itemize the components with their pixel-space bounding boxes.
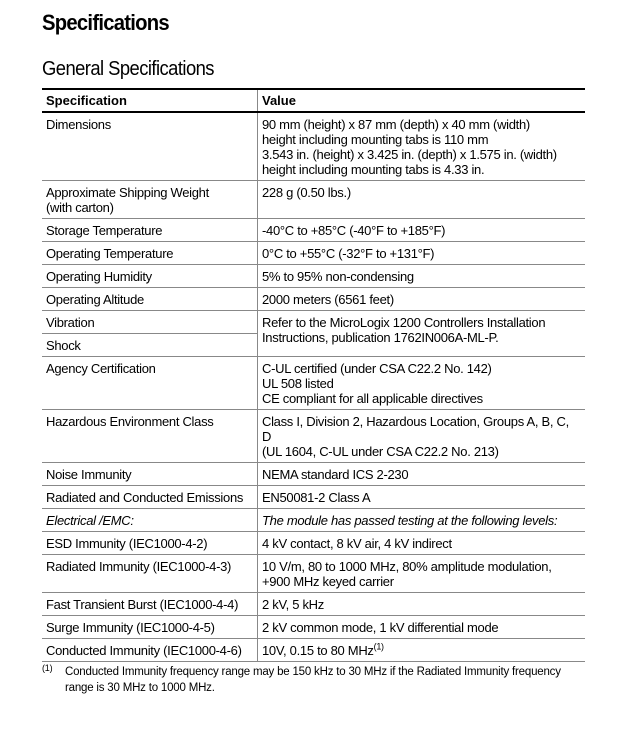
table-row — [42, 288, 585, 311]
spec-name: Storage Temperature — [46, 223, 163, 238]
table-row — [42, 509, 585, 532]
spec-name: Surge Immunity (IEC1000-4-5) — [46, 620, 215, 635]
footnote-marker: (1) — [42, 663, 53, 673]
spec-value-text: 10V, 0.15 to 80 MHz — [262, 643, 374, 658]
table-header-row — [42, 89, 585, 112]
table-row — [42, 311, 585, 334]
table-row — [42, 410, 585, 463]
spec-name: Radiated Immunity (IEC1000-4-3) — [46, 559, 232, 574]
table-row — [42, 357, 585, 410]
spec-name: Shock — [46, 338, 81, 353]
section-title: General Specifications — [42, 58, 214, 80]
table-row — [42, 242, 585, 265]
spec-value: 90 mm (height) x 87 mm (depth) x 40 mm (width) height including mounting tabs is 110 mm 3.543 in. (height) x 3.425 in. (depth) x 1.575 in. (width) height including mounting tabs is 4.33 in. — [262, 117, 557, 177]
table-row — [42, 463, 585, 486]
general-specifications-table — [42, 88, 585, 662]
spec-value: 228 g (0.50 lbs.) — [262, 185, 351, 200]
spec-value: 4 kV contact, 8 kV air, 4 kV indirect — [262, 536, 452, 551]
table-row — [42, 265, 585, 288]
table-row — [42, 532, 585, 555]
spec-value: 10 V/m, 80 to 1000 MHz, 80% amplitude modulation, +900 MHz keyed carrier — [262, 559, 552, 589]
column-header-value: Value — [258, 89, 586, 112]
table-row — [42, 616, 585, 639]
page-title: Specifications — [42, 10, 169, 35]
spec-value: 2 kV, 5 kHz — [262, 597, 324, 612]
spec-value: 2 kV common mode, 1 kV differential mode — [262, 620, 499, 635]
table-row — [42, 639, 585, 662]
spec-name: Radiated and Conducted Emissions — [46, 490, 244, 505]
table-row — [42, 219, 585, 242]
spec-name: Vibration — [46, 315, 95, 330]
spec-name: Fast Transient Burst (IEC1000-4-4) — [46, 597, 239, 612]
spec-name: Conducted Immunity (IEC1000-4-6) — [46, 643, 242, 658]
spec-value: 2000 meters (6561 feet) — [262, 292, 394, 307]
table-row — [42, 593, 585, 616]
spec-value — [262, 643, 581, 658]
spec-name: Hazardous Environment Class — [46, 414, 214, 429]
table-row — [42, 555, 585, 593]
spec-value: 0°C to +55°C (-32°F to +131°F) — [262, 246, 435, 261]
spec-value: NEMA standard ICS 2-230 — [262, 467, 409, 482]
table-row — [42, 112, 585, 181]
spec-name: Agency Certification — [46, 361, 156, 376]
column-header-specification: Specification — [42, 89, 258, 112]
spec-value: EN50081-2 Class A — [262, 490, 371, 505]
spec-name: Dimensions — [46, 117, 111, 132]
table-row — [42, 486, 585, 509]
spec-value: Refer to the MicroLogix 1200 Controllers Installation Instructions, publication 1762IN006A-ML-P. — [262, 315, 546, 345]
spec-value: The module has passed testing at the following levels: — [262, 513, 558, 528]
spec-name: Electrical /EMC: — [46, 513, 134, 528]
footnote-text: Conducted Immunity frequency range may be 150 kHz to 30 MHz if the Radiated Immunity frequency range is 30 MHz to 1000 MHz. — [65, 666, 561, 694]
spec-name: Approximate Shipping Weight (with carton) — [46, 185, 209, 215]
spec-value: Class I, Division 2, Hazardous Location, Groups A, B, C, D (UL 1604, C-UL under CSA C22.2 No. 213) — [262, 414, 569, 459]
spec-name: Operating Altitude — [46, 292, 144, 307]
spec-name: Noise Immunity — [46, 467, 132, 482]
spec-name: Operating Humidity — [46, 269, 152, 284]
table-row — [42, 181, 585, 219]
spec-name: ESD Immunity (IEC1000-4-2) — [46, 536, 208, 551]
spec-name: Operating Temperature — [46, 246, 174, 261]
footnote — [42, 664, 582, 696]
spec-value: 5% to 95% non-condensing — [262, 269, 414, 284]
footnote-reference[interactable]: (1) — [373, 641, 384, 652]
spec-value: -40°C to +85°C (-40°F to +185°F) — [262, 223, 446, 238]
spec-value: C-UL certified (under CSA C22.2 No. 142) UL 508 listed CE compliant for all applicable directives — [262, 361, 492, 406]
